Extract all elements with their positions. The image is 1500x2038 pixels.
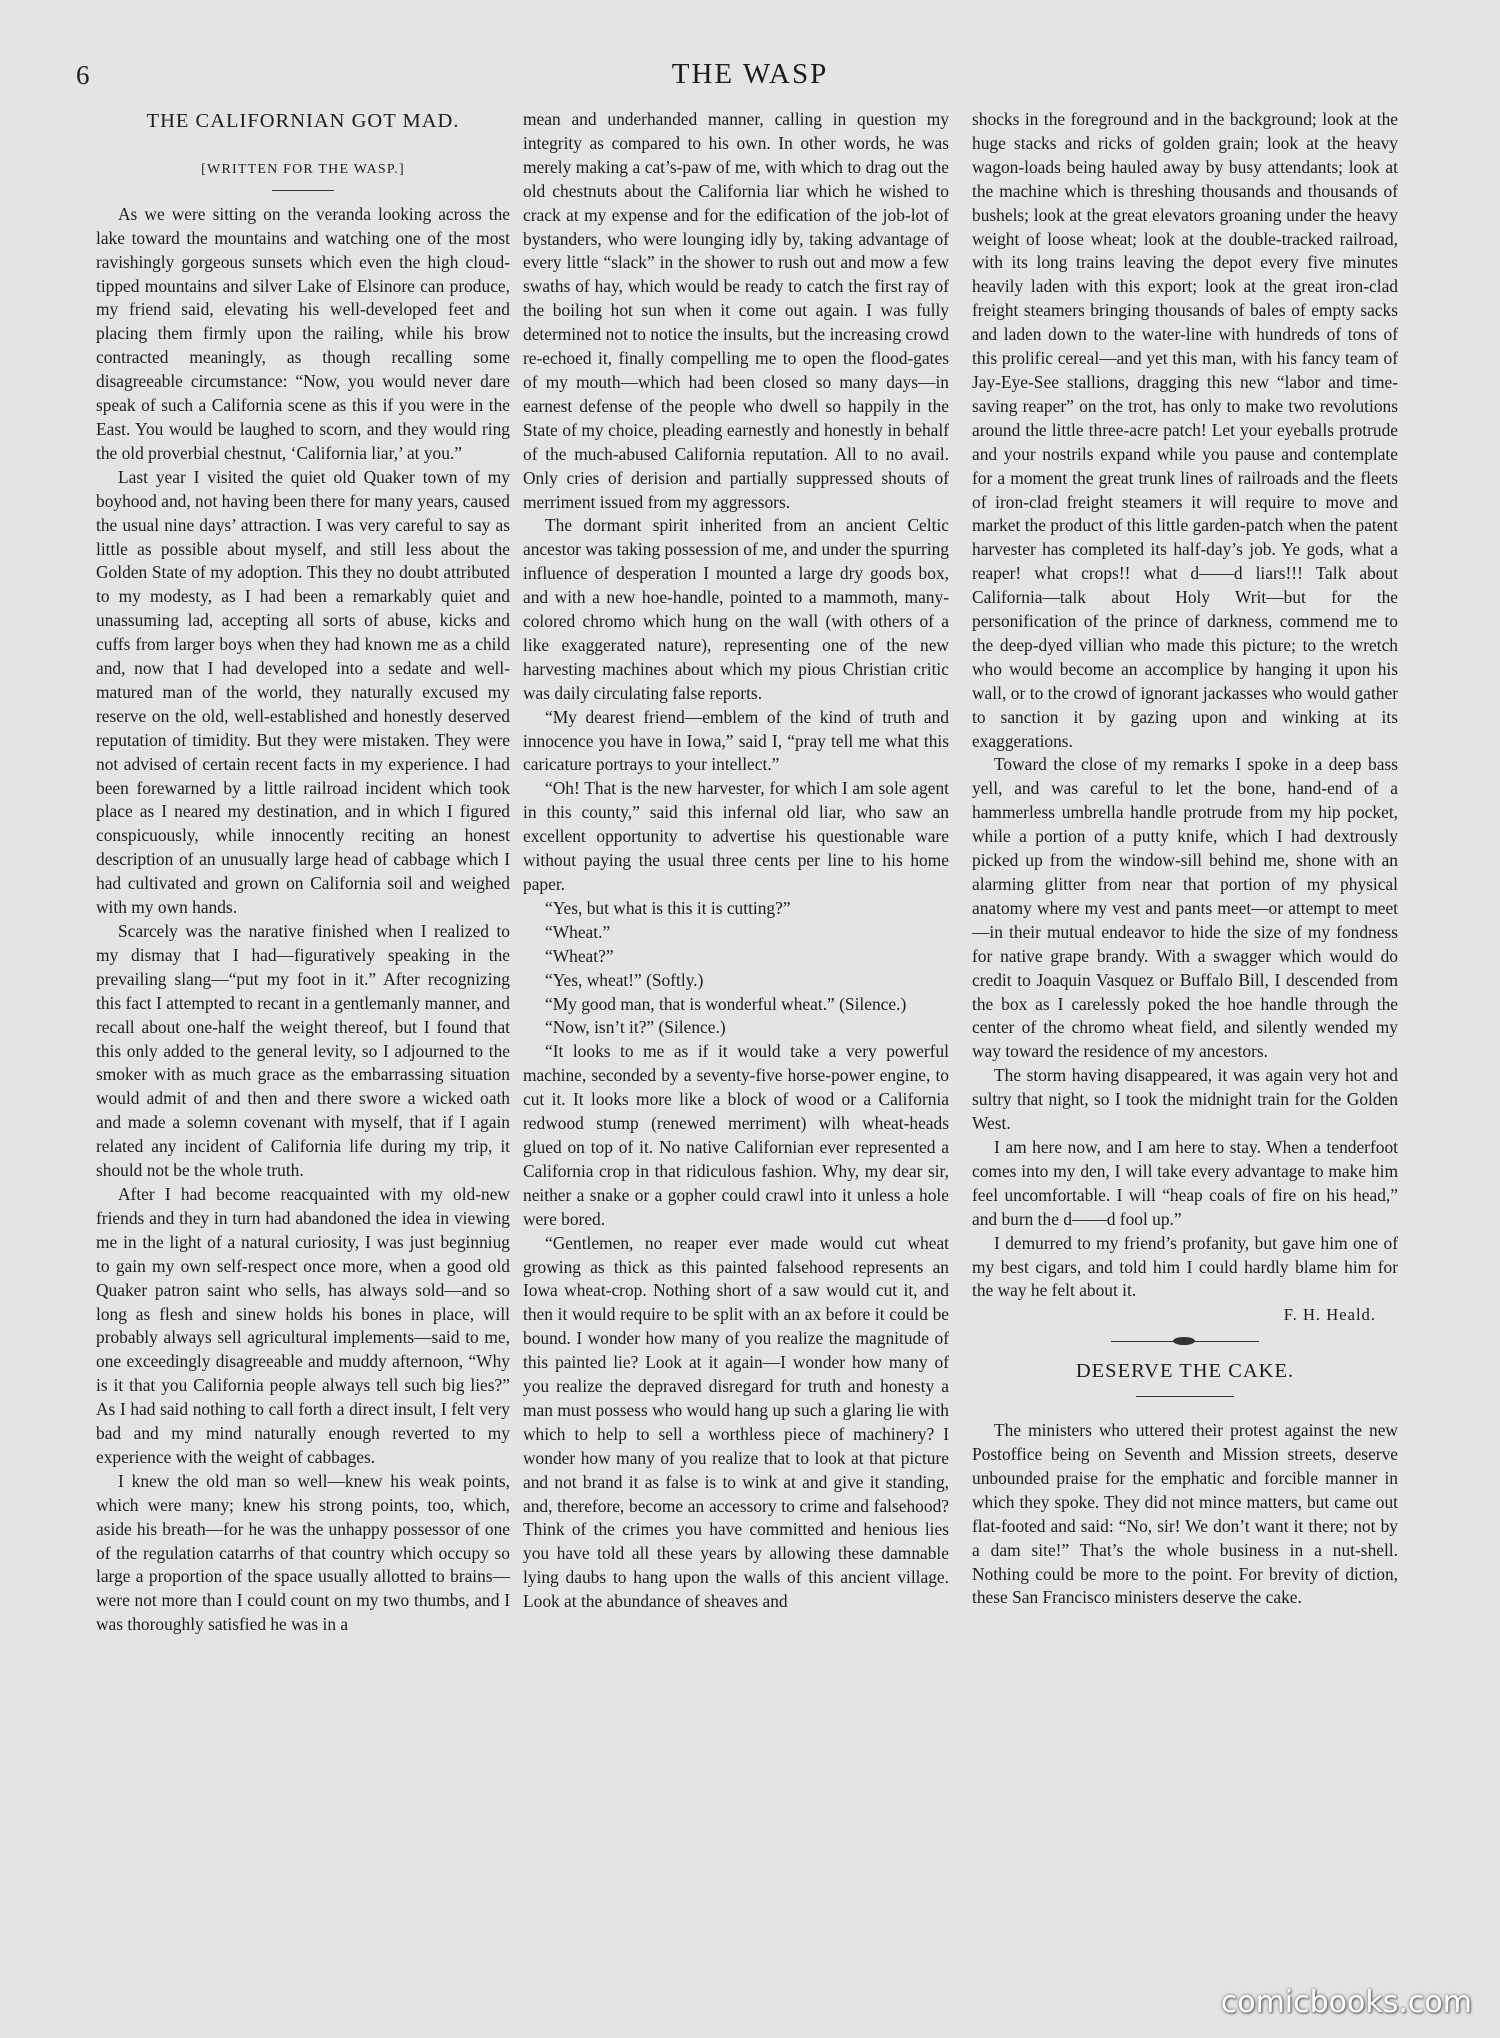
masthead: THE WASP <box>671 58 829 90</box>
paragraph: shocks in the foreground and in the background; look at the huge stacks and ricks of golden grain; look at the heavy wagon-loads being hauled away by busy attendants; look at the machine which is threshing thousands and thousands of bushels; look at the great elevators groaning under the heavy weight of loose wheat; look at the double-tracked railroad, with its long trains leaving the depot every five minutes heavily laden with this export; look at the great iron-clad freight steamers bringing thousands of bales of empty sacks and laden down to the water-line with hundreds of tons of this prolific cereal—and yet this man, with his fancy team of Jay-Eye-See stallions, dragging this new “labor and time-saving reaper” on the trot, has only to make two revolutions around the little three-acre patch! Let your eyeballs protrude and your nostrils expand while you pause and contemplate for a moment the great trunk lines of railroads and the fleets of iron-clad freight steamers it will require to move and market the product of this little garden-patch when the patent harvester has completed its half-day’s job. Ye gods, what a reaper! what crops!! what d——d liars!!! Talk about California—talk about Holy Writ—but for the personification of the prince of darkness, commend me to the deep-dyed villian who made this picture; to the wretch who would become an accomplice by hanging it upon his wall, or to the crowd of ignorant jackasses who would gather to sanction it by gazing upon and winking at its exaggerations. <box>972 109 1398 751</box>
column-3 <box>972 108 1398 1610</box>
paragraph: “Wheat.” <box>545 921 611 942</box>
paragraph: Last year I visited the quiet old Quaker town of my boyhood and, not having been there for many years, caused the usual nine days’ attraction. I was very careful to say as little as possible about myself, and still less about the Golden State of my adoption. This they no doubt attributed to my modesty, as I had been a remarkably quiet and unassuming lad, accepting all sorts of abuse, kicks and cuffs from larger boys when they had known me as a child and, now that I had developed into a sedate and well-matured man of the world, they naturally excused my reserve on the old, well-established and honestly deserved reputation of timidity. But they were mistaken. They were not advised of certain recent facts in my experience. I had been forewarned by a little railroad incident which took place as I neared my destination, and in which I figured conspicuously, while innocently reciting an honest description of an unusually large head of cabbage which I had cultivated and grown on California soil and weighed with my own hands. <box>96 466 510 918</box>
paragraph: The ministers who uttered their protest against the new Postoffice being on Seventh and Mission streets, deserve unbounded praise for the emphatic and forcible manner in which they spoke. They did not mince matters, but came out flat-footed and said: “No, sir! We don’t want it there; not by a dam site!” That’s the whole business in a nut-shell. Nothing could be more to the point. For brevity of diction, these San Francisco ministers deserve the cake. <box>972 1420 1398 1608</box>
section-ornament <box>1111 1341 1259 1342</box>
paragraph: “Now, isn’t it?” (Silence.) <box>545 1017 726 1038</box>
paragraph: “It looks to me as if it would take a very powerful machine, seconded by a seventy-five horse-power engine, to cut it. It looks more like a block of wood or a California redwood stump (renewed merriment) wilh wheat-heads glued on top of it. No native Californian ever represented a California crop in that ridiculous fashion. Why, my dear sir, neither a snake or a gopher could crawl into it unless a hole were bored. <box>523 1041 949 1229</box>
watermark: comicbooks.com <box>1220 1985 1472 2020</box>
column-1 <box>96 108 510 1637</box>
paragraph: “Wheat?” <box>545 945 614 966</box>
column-2 <box>523 108 949 1614</box>
paragraph: “Yes, wheat!” (Softly.) <box>545 969 704 990</box>
paragraph: I am here now, and I am here to stay. When a tenderfoot comes into my den, I will take every advantage to make him feel uncomfortable. I will “heap coals of fire on his head,” and burn the d——d fool up.” <box>972 1136 1398 1229</box>
paragraph: “My good man, that is wonderful wheat.” (Silence.) <box>545 993 907 1014</box>
title-rule <box>272 190 334 191</box>
paragraph: Toward the close of my remarks I spoke in a deep bass yell, and was careful to let the bone, hand-end of a hammerless umbrella handle protrude from my hip pocket, while a portion of a putty knife, which I had dextrously picked up from the window-sill behind me, shone with an alarming glitter from near that portion of my physical anatomy where my vest and pants meet—or attempt to meet—in their mutual endeavor to hide the size of my fondness for native grape brandy. With a swagger which would do credit to Joaquin Vasquez or Buffalo Bill, I descended from the box as I carelessly poked the hoe handle through the center of the chromo wheat field, and silently wended my way toward the residence of my ancestors. <box>972 754 1398 1062</box>
paragraph: Scarcely was the narative finished when I realized to my dismay that I had—figuratively speaking in the prevailing slang—“put my foot in it.” After recognizing this fact I attempted to recant in a gentlemanly manner, and recall about one-half the weight thereof, but I found that this only added to the general levity, so I adjourned to the smoker with as much grace as the embarrassing situation would admit of and then and there swore a wicked oath and made a solemn covenant with myself, that if I again related any incident of California life during my trip, it should not be the whole truth. <box>96 921 510 1181</box>
paragraph: “Oh! That is the new harvester, for which I am sole agent in this county,” said this infernal old liar, who saw an excellent opportunity to advertise his questionable ware without paying the usual three cents per line to his home paper. <box>523 778 949 894</box>
paragraph: After I had become reacquainted with my old-new friends and they in turn had abandoned the idea in viewing me in the light of a natural curiosity, I was just beginniug to gain my own self-respect once more, when a good old Quaker patron saint who sells, has always sold—and so long as flesh and sinew holds his bones in place, will probably always sell agricultural implements—said to me, one exceedingly disagreeable and muddy afternoon, “Why is it that you California people always tell such big lies?” As I had said nothing to call forth a direct insult, I felt very bad and my mind naturally enough reverted to my experience with the weight of cabbages. <box>96 1183 510 1467</box>
paragraph: I knew the old man so well—knew his weak points, which were many; knew his strong points, too, which, aside his breath—for he was the unhappy possessor of one of the regulation catarrhs of that country which occupy so large a proportion of the space usually allotted to brains—were not more than I could count on my two thumbs, and I was thoroughly satisfied he was in a <box>96 1470 510 1635</box>
title-rule <box>1136 1396 1234 1397</box>
paragraph: The dormant spirit inherited from an ancient Celtic ancestor was taking possession of me, and under the spurring influence of desperation I mounted a large dry goods box, and with a new hoe-handle, pointed to a mammoth, many-colored chromo which hung on the wall (with others of a like exaggerated nature), representing one of the new harvesting machines about which my pious Christian critic was daily circulating false reports. <box>523 515 949 703</box>
article-title: DESERVE THE CAKE. <box>1075 1360 1295 1383</box>
paragraph: I demurred to my friend’s profanity, but gave him one of my best cigars, and told him I could hardly blame him for the way he felt about it. <box>972 1232 1398 1301</box>
paragraph: mean and underhanded manner, calling in question my integrity as compared to his own. In other words, he was merely making a cat’s-paw of me, with which to drag out the old chestnuts about the California liar which he wished to crack at my expense and for the edification of the job-lot of bystanders, who were lounging idly by, taking advantage of every little “slack” in the shower to rush out and mow a few swaths of hay, which would be ready to catch the first ray of the boiling hot sun when it come out again. I was fully determined not to notice the insults, but the increasing crowd re-echoed it, finally compelling me to open the flood-gates of my mouth—which had been closed so many days—in earnest defense of the people who dwell so happily in the State of my choice, pleading earnestly and honestly in behalf of the much-abused California reputation. All to no avail. Only cries of derision and partially suppressed shouts of merriment issued from my aggressors. <box>523 109 949 512</box>
paragraph: “My dearest friend—emblem of the kind of truth and innocence you have in Iowa,” said I, “pray tell me what this caricature portrays to your intellect.” <box>523 706 949 775</box>
paragraph: “Yes, but what is this it is cutting?” <box>545 897 791 918</box>
article-subtitle: [WRITTEN FOR THE WASP.] <box>201 161 405 177</box>
paragraph: The storm having disappeared, it was again very hot and sultry that night, so I took the midnight train for the Golden West. <box>972 1065 1398 1134</box>
article-title: THE CALIFORNIAN GOT MAD. <box>146 110 460 132</box>
page-number: 6 <box>76 60 90 90</box>
paragraph: As we were sitting on the veranda looking across the lake toward the mountains and watching one of the most ravishingly gorgeous sunsets which even the high cloud-tipped mountains and silver Lake of Elsinore can produce, my friend said, elevating his well-developed feet and placing them firmly upon the railing, while his brow contracted meaningly, as though recalling some disagreeable circumstance: “Now, you would never dare speak of such a California scene as this if you were in the East. You would be laughed to scorn, and they would ring the old proverbial chestnut, ‘California liar,’ at you.” <box>96 203 510 463</box>
author-signature: F. H. Heald. <box>1283 1305 1376 1325</box>
paragraph: “Gentlemen, no reaper ever made would cut wheat growing as thick as this painted falsehood represents an Iowa wheat-crop. Nothing short of a saw would cut it, and then it would require to be split with an ax before it could be bound. I wonder how many of you realize the magnitude of this painted lie? Look at it again—I wonder how many of you realize the depraved disregard for truth and honesty a man must possess who would hang up such a glaring lie with which to help to sell a worthless piece of machinery? I wonder how many of you realize that to look at that picture and not brand it as false is to wink at and give it standing, and, therefore, become an accessory to crime and falsehood? Think of the crimes you have committed and henious lies you have told all these years by allowing these damnable lying daubs to hang upon the walls of this ancient village. Look at the abundance of sheaves and <box>523 1232 949 1612</box>
